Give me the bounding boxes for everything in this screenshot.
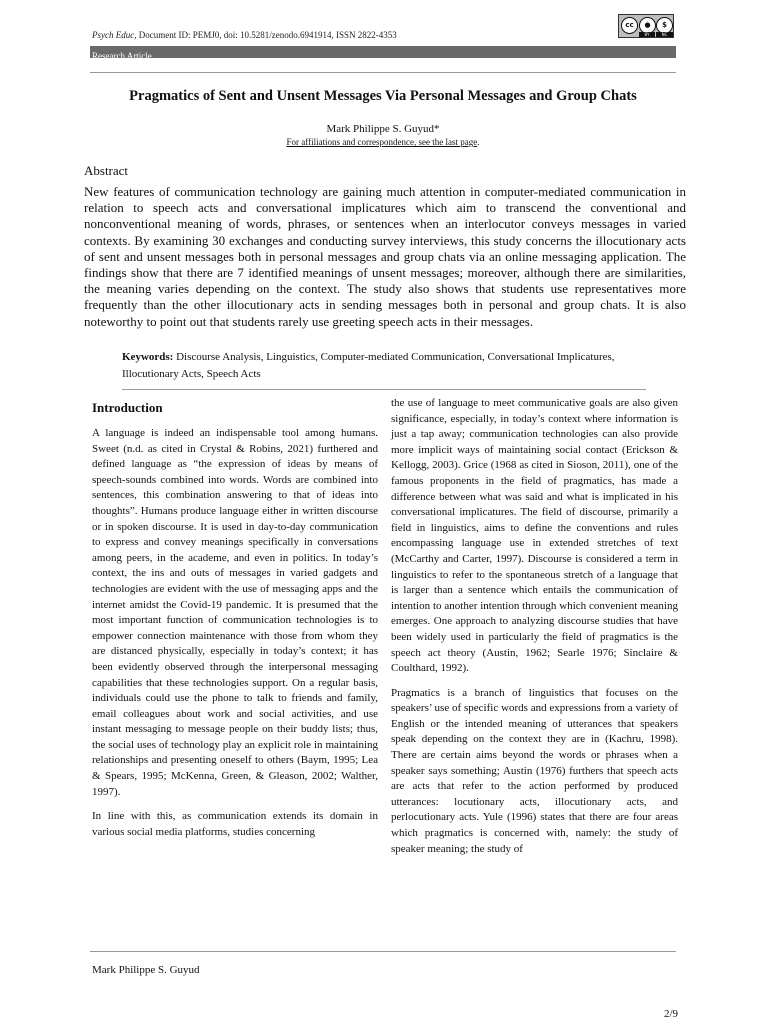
attribution-person-icon: ● [639,17,656,34]
abstract-text: New features of communication technology are gaining much attention in computer-mediated communication in relation to speech acts and conversational implicatures which aim to transcend the conventional and nonconventional meaning of words, phrases, or sentences when an interlocutor conveys messages in varied contexts. By examining 30 exchanges and conducting survey interviews, this study concerns the illocutionary acts of sent and unsent messages both in personal messages and group chats via an online messaging application. The findings show that there are 7 identified meanings of unsent messages; moreover, although there are similarities, the meaning varies depending on the context. The study also shows that students use representatives more frequently than the other illocutionary acts in sending messages both in personal and group chats. It is also noteworthy to point out that students rarely use greeting speech acts in their messages. [84,184,686,329]
keywords-divider [122,389,646,390]
footer-divider [90,951,676,952]
left-paragraph-1: A language is indeed an indispensable tool among humans. Sweet (n.d. as cited in Crystal & Robins, 2021) furthered and defined language as “the expression of ideas by means of speech-sounds combined into words. Words are combined into sentences, this combination answering to that of ideas into thoughts”. Humans produce language either in written discourse or in spoken discourse. It is used in day-to-day communication to express and convey meanings specifically in conversations among peers, in the academe, and even in politics. In today’s context, the ins and outs of messages in varied gadgets and technologies are evident with the use of messaging apps and the internet amidst the Covid-19 pandemic. It is presumed that the most important function of communication technologies is to empower connection maintenance with those from whom they are distanced physically, especially in today’s context; it has been evidently observed through the interpersonal messaging capabilities that these technologies support. On a regular basis, individuals could use the phone to talk to friends and family, email colleagues about work and social activities, and use instant messaging to message people on their buddy lists; thus, the social uses of technology play an explicit role in maintaining relationships and presenting oneself to others (Baym, 1995; Lea & Spears, 1995; McKenna, Green, & Gleason, 2002; Walther, 1997). [92,427,378,798]
keywords-label: Keywords: [122,351,174,363]
document-info: , Document ID: PEMJ0, doi: 10.5281/zenodo.6941914, ISSN 2822-4353 [134,30,397,40]
left-column [92,396,378,849]
abstract-heading: Abstract [84,163,129,178]
article-type-bar [90,46,676,61]
affiliation-link-text[interactable]: For affiliations and correspondence, see the last page [286,137,478,147]
nc-label: NC [656,32,673,37]
left-paragraph-2: In line with this, as communication extends its domain in various social media platforms, studies concerning [92,810,378,838]
keywords-list: Discourse Analysis, Linguistics, Computer-mediated Communication, Conversational Implicatures, Illocutionary Acts, Speech Acts [122,351,615,380]
journal-name: Psych Educ [92,30,135,40]
by-label: BY [639,32,655,37]
article-type: Research Article [92,51,152,61]
paper-title: Pragmatics of Sent and Unsent Messages Via Personal Messages and Group Chats [129,88,637,104]
affiliation-period: . [477,137,480,147]
noncommercial-icon: $ [656,17,673,34]
header-divider [90,72,676,73]
affiliation-link[interactable] [90,137,676,147]
cc-icon: cc [621,17,638,34]
right-paragraph-2: Pragmatics is a branch of linguistics that focuses on the speakers’ use of specific words and expressions from a variety of English or the intended meaning of utterances that speakers speak depending on the context they are in (Kachru, 1998). There are certain aims beyond the words or phrases when a speaker says something; Austin (1976) furthers that speech acts are acts that refer to the action performed by produced utterances: locutionary acts, illocutionary acts, and perlocutionary acts. Yule (1996) states that there are four areas which pragmatics is concerned with, namely: the study of speaker meaning; the study of [391,686,678,855]
page-number: 2/9 [663,1008,678,1020]
author-name: Mark Philippe S. Guyud* [326,123,440,135]
right-paragraph-1: the use of language to meet communicative goals are also given significance, especially, in today’s context where information is just a tap away; communication technologies can also provide more implicit ways of maintaining social contact (Erickson & Kellogg, 2003). Grice (1968 as cited in Sioson, 2011), one of the famous proponents in the field of pragmatics, has made a difference between what was said and what is implicated in his conversational implicatures. The field of discourse, primarily a field in linguistics, aims to define the conventions and rules encompassing language use in extended stretches of text (McCarthy and Carter, 1997). Discourse is considered a term in linguistics to refer to the spontaneous stretch of a language that is larger than a sentence which entails the communication of intention to another intention through which convenient meaning emerges. One approach to analyzing discourse studies that have been widely used in particularly the field of pragmatics is the speech act theory (Austin, 1962; Searle 1976; Sinclaire & Coulthard, 1992). [391,397,678,675]
right-column [391,396,678,866]
keywords [122,349,642,383]
cc-license-badge[interactable] [618,14,674,38]
footer-author: Mark Philippe S. Guyud [92,964,200,976]
introduction-heading: Introduction [92,400,163,415]
running-header [92,30,397,40]
